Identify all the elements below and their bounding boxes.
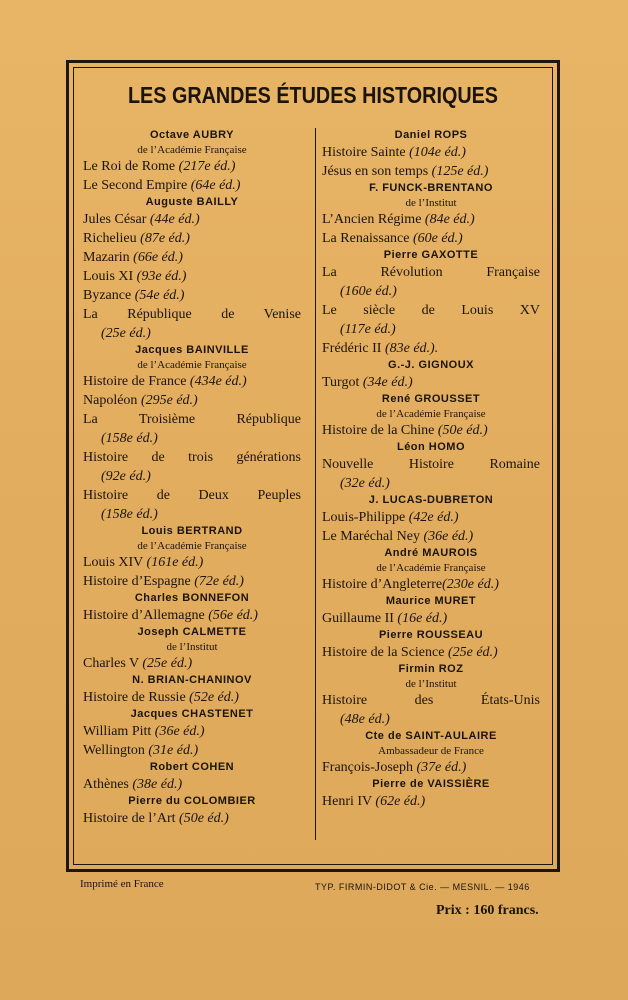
author-affiliation: de l’Académie Française (376, 408, 486, 420)
edition-count: (52e éd.) (189, 690, 239, 705)
edition-count: (50e éd.) (179, 811, 229, 826)
book-title: Napoléon (83, 393, 138, 408)
edition-count: (117e éd.) (340, 322, 396, 337)
edition-count: (93e éd.) (136, 269, 187, 284)
edition-count: (295e éd.) (140, 393, 198, 408)
edition-count: (56e éd.) (208, 608, 258, 623)
book-title: Histoire de Russie (83, 690, 186, 705)
book-entry (322, 527, 540, 546)
right-column (322, 128, 540, 811)
edition-count: (434e éd.) (189, 374, 247, 389)
book-title: Le siècle de Louis XV (322, 303, 540, 318)
book-title: Charles V (83, 656, 139, 671)
book-entry (83, 391, 301, 410)
book-title: Guillaume II (322, 611, 394, 626)
edition-count: (44e éd.) (149, 212, 200, 227)
book-entry (322, 575, 540, 594)
book-title: Histoire de France (83, 374, 187, 389)
edition-count: (50e éd.) (437, 423, 488, 438)
author-name: Joseph CALMETTE (137, 626, 247, 638)
author-name: Octave AUBRY (149, 129, 235, 141)
author-name: Charles BONNEFON (134, 592, 250, 604)
edition-count: (38e éd.) (132, 777, 183, 792)
book-title: Histoire Sainte (322, 145, 406, 160)
author-name: J. LUCAS-DUBRETON (368, 494, 494, 506)
edition-count: (16e éd.) (397, 611, 448, 626)
left-column (83, 128, 301, 828)
book-entry (322, 792, 540, 811)
imprint-note: Imprimé en France (80, 878, 164, 890)
author-name: René GROUSSET (381, 393, 481, 405)
price-label: Prix : 160 francs. (436, 903, 539, 918)
book-title: Mazarin (83, 250, 130, 265)
book-title: L’Ancien Régime (322, 212, 422, 227)
author-name: Pierre de VAISSIÈRE (372, 778, 490, 790)
book-entry (322, 421, 540, 440)
author-affiliation: de l’Institut (405, 197, 457, 209)
book-title: Byzance (83, 288, 132, 303)
page-title: LES GRANDES ÉTUDES HISTORIQUES (127, 82, 499, 108)
book-title: Histoire de trois générations (83, 450, 301, 465)
edition-count: (34e éd.) (362, 375, 413, 390)
book-entry (83, 229, 301, 248)
author-affiliation: de l’Institut (405, 678, 457, 690)
book-entry (83, 267, 301, 286)
edition-count: (48e éd.) (340, 712, 390, 727)
edition-count: (36e éd.) (154, 724, 205, 739)
edition-count: (92e éd.) (101, 469, 151, 484)
book-entry (322, 339, 540, 358)
author-name: Jacques CHASTENET (130, 708, 254, 720)
book-title: Louis XIV (83, 555, 144, 570)
author-name: G.-J. GIGNOUX (388, 359, 474, 371)
edition-count: (31e éd.) (148, 743, 199, 758)
book-title: Le Second Empire (83, 178, 188, 193)
book-entry (83, 372, 301, 391)
book-title: Frédéric II (322, 341, 382, 356)
book-entry (322, 373, 540, 392)
edition-count: (72e éd.) (194, 574, 244, 589)
book-title: François-Joseph (322, 760, 413, 775)
book-entry (322, 229, 540, 248)
book-entry (322, 508, 540, 527)
book-entry (83, 654, 301, 673)
book-title: Nouvelle Histoire Romaine (322, 457, 540, 472)
book-entry (83, 176, 301, 195)
edition-count: (36e éd.) (423, 529, 474, 544)
edition-count: (104e éd.) (409, 145, 466, 160)
edition-count: (158e éd.) (101, 507, 158, 522)
edition-count: (230e éd.) (442, 577, 499, 592)
author-name: Louis BERTRAND (141, 525, 243, 537)
author-name: Daniel ROPS (394, 129, 468, 141)
edition-count: (158e éd.) (101, 431, 158, 446)
book-entry (322, 210, 540, 229)
book-title: La Révolution Française (322, 265, 540, 280)
edition-count: (25e éd.) (101, 326, 151, 341)
book-title: Le Maréchal Ney (322, 529, 420, 544)
edition-count: (161e éd.) (146, 555, 204, 570)
edition-count: (84e éd.) (424, 212, 475, 227)
book-title: Richelieu (83, 231, 137, 246)
printer-note: TYP. FIRMIN-DIDOT & Cie. — MESNIL. — 1946 (315, 882, 530, 892)
author-name: Firmin ROZ (398, 663, 464, 675)
book-entry (83, 286, 301, 305)
book-title: Histoire d’Angleterre (322, 577, 443, 592)
book-title: Histoire d’Allemagne (83, 608, 205, 623)
book-title: William Pitt (83, 724, 152, 739)
author-name: Jacques BAINVILLE (135, 344, 249, 356)
edition-count: (83e éd.). (384, 341, 439, 356)
book-entry (322, 162, 540, 181)
author-affiliation: de l’Académie Française (376, 562, 486, 574)
edition-count: (25e éd.) (447, 645, 498, 660)
book-title: Histoire de Deux Peuples (83, 488, 301, 503)
author-name: Maurice MURET (385, 595, 477, 607)
book-entry (83, 741, 301, 760)
author-affiliation: de l’Académie Française (137, 359, 247, 371)
book-entry (322, 758, 540, 777)
book-entry (83, 572, 301, 591)
author-name: Auguste BAILLY (145, 196, 239, 208)
author-affiliation: Ambassadeur de France (378, 745, 484, 757)
author-name: Cte de SAINT-AULAIRE (365, 730, 497, 742)
book-title: Histoire de l’Art (83, 811, 176, 826)
book-title: Histoire de la Chine (322, 423, 435, 438)
author-name: F. FUNCK-BRENTANO (369, 182, 493, 194)
book-title: Jules César (83, 212, 147, 227)
author-name: Robert COHEN (149, 761, 235, 773)
author-name: Pierre ROUSSEAU (378, 629, 484, 641)
book-entry (83, 553, 301, 572)
book-title: Louis XI (83, 269, 134, 284)
book-entry (83, 606, 301, 625)
book-entry (83, 722, 301, 741)
edition-count: (62e éd.) (375, 794, 426, 809)
edition-count: (54e éd.) (134, 288, 185, 303)
book-entry (322, 143, 540, 162)
author-name: Pierre GAXOTTE (383, 249, 479, 261)
edition-count: (87e éd.) (140, 231, 190, 246)
book-title: Louis-Philippe (322, 510, 406, 525)
edition-count: (37e éd.) (416, 760, 467, 775)
book-title: Athènes (83, 777, 129, 792)
author-name: Pierre du COLOMBIER (128, 795, 256, 807)
book-title: Histoire d’Espagne (83, 574, 191, 589)
book-entry (83, 809, 301, 828)
book-entry (83, 210, 301, 229)
author-name: Léon HOMO (396, 441, 466, 453)
edition-count: (125e éd.) (431, 164, 489, 179)
author-affiliation: de l’Institut (166, 641, 218, 653)
book-title: La Renaissance (322, 231, 410, 246)
book-entry (83, 157, 301, 176)
book-title: Turgot (322, 375, 360, 390)
edition-count: (60e éd.) (412, 231, 463, 246)
column-divider (315, 128, 316, 840)
author-affiliation: de l’Académie Française (137, 540, 247, 552)
book-title: Le Roi de Rome (83, 159, 176, 174)
book-entry (83, 688, 301, 707)
book-title: Jésus en son temps (322, 164, 429, 179)
book-entry (322, 643, 540, 662)
book-title: La Troisième République (83, 412, 301, 427)
edition-count: (160e éd.) (340, 284, 397, 299)
book-entry (83, 775, 301, 794)
book-title: Histoire de la Science (322, 645, 445, 660)
edition-count: (32e éd.) (340, 476, 390, 491)
book-title: Histoire des États-Unis (322, 693, 540, 708)
book-title: La République de Venise (83, 307, 301, 322)
edition-count: (66e éd.) (133, 250, 183, 265)
author-name: N. BRIAN-CHANINOV (132, 674, 252, 686)
author-affiliation: de l’Académie Française (137, 144, 247, 156)
book-entry (322, 609, 540, 628)
edition-count: (217e éd.) (178, 159, 236, 174)
book-title: Wellington (83, 743, 145, 758)
book-title: Henri IV (322, 794, 372, 809)
edition-count: (64e éd.) (190, 178, 241, 193)
edition-count: (25e éd.) (142, 656, 193, 671)
edition-count: (42e éd.) (408, 510, 459, 525)
book-entry (83, 248, 301, 267)
author-name: André MAUROIS (384, 547, 478, 559)
